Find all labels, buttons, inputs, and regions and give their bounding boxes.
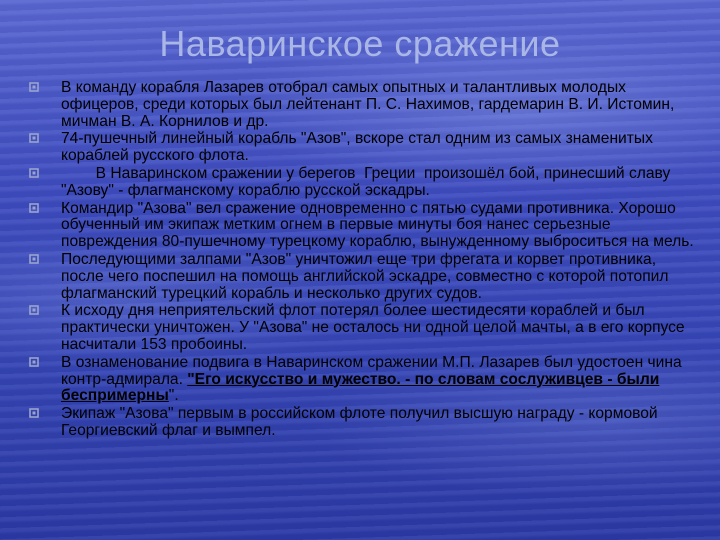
bullet-item xyxy=(29,406,697,440)
slide-title: Наваринское сражение xyxy=(159,23,561,64)
bullet-item xyxy=(29,303,697,353)
quote-link[interactable]: "Его искусство и мужество. - по словам сослуживцев - были беспримерны xyxy=(61,370,660,405)
bullet-text: 74-пушечный линейный корабль "Азов", вскоре стал одним из самых знаменитых кораблей русского флота. xyxy=(61,130,653,165)
bullet-text: В ознаменование подвига в Наваринском сражении М.П. Лазарев был удостоен чина контр-адмирала. xyxy=(61,353,682,388)
bullet-item xyxy=(29,355,697,405)
square-bullet-icon xyxy=(29,408,43,422)
bullet-text: В команду корабля Лазарев отобрал самых опытных и талантливых молодых офицеров, среди которых был лейтенант П. С. Нахимов, гардемарин В. И. Истомин, мичман В. А. Корнилов и др. xyxy=(61,79,675,130)
bullet-text: Командир "Азова" вел сражение одновременно с пятью судами противника. Хорошо обученный им экипаж метким огнем в первые минуты боя нанес серьезные повреждения 80-пушечному турецкому кораблю, вынужденному выброситься на мель. xyxy=(61,199,694,251)
bullet-text: К исходу дня неприятельский флот потерял более шестидесяти кораблей и был практически уничтожен. У "Азова" не осталось ни одной целой мачты, а в его корпусе насчитали 153 пробоины. xyxy=(61,302,685,353)
bullet-item xyxy=(29,252,697,302)
bullet-item xyxy=(29,131,697,165)
bullet-text: Последующими залпами "Азов" уничтожил еще три фрегата и корвет противника, после чего поспешил на помощь английской эскадре, совместно с которой потопил флагманский турецкий корабль и несколько других судов. xyxy=(61,250,669,302)
bullet-list xyxy=(29,80,697,441)
square-bullet-icon xyxy=(29,203,43,217)
square-bullet-icon xyxy=(29,254,43,268)
bullet-text: Экипаж "Азова" первым в российском флоте получил высшую награду - кормовой Георгиевский флаг и вымпел. xyxy=(61,405,658,439)
square-bullet-icon xyxy=(29,133,43,147)
square-bullet-icon xyxy=(29,357,43,371)
bullet-text: В Наваринском сражении у берегов Греции произошёл бой, принесший славу "Азову" - флагманскому кораблю русской эскадры. xyxy=(61,164,675,199)
square-bullet-icon xyxy=(29,82,43,96)
square-bullet-icon xyxy=(29,305,43,319)
bullet-item xyxy=(29,80,697,130)
bullet-item xyxy=(29,201,697,251)
bullet-item xyxy=(29,166,697,200)
bullet-text-end: ". xyxy=(168,387,179,405)
square-bullet-icon xyxy=(29,168,43,182)
